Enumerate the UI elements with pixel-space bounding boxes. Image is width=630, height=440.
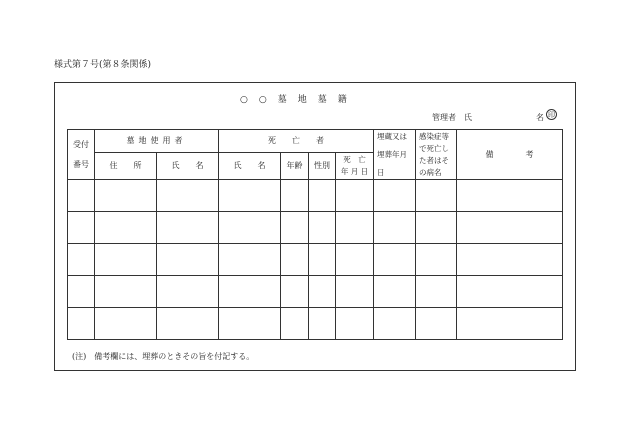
header-grave-user: 墓地使用者 xyxy=(95,130,219,153)
cell-burial-date xyxy=(374,276,416,308)
cell-disease xyxy=(416,276,457,308)
seal-mark: 印 xyxy=(548,111,555,119)
cell-deceased-name xyxy=(219,180,281,212)
form-label: 様式第７号(第８条関係) xyxy=(54,60,152,70)
table-row xyxy=(68,180,563,212)
cell-receipt-number xyxy=(68,276,95,308)
cell-receipt-number xyxy=(68,212,95,244)
cell-remarks xyxy=(457,212,563,244)
header-death-date-line1: 死 亡 xyxy=(343,155,366,164)
header-burial-date-line1: 埋蔵又は xyxy=(377,131,407,141)
header-age: 年齢 xyxy=(281,153,309,180)
cell-deceased-name xyxy=(219,308,281,340)
cell-user-address xyxy=(95,244,157,276)
header-burial-date-line3: 日 xyxy=(377,167,385,177)
table-row xyxy=(68,276,563,308)
header-receipt-number xyxy=(68,130,95,180)
cell-user-name xyxy=(157,180,219,212)
cell-user-address xyxy=(95,212,157,244)
table-row xyxy=(68,212,563,244)
cell-receipt-number xyxy=(68,180,95,212)
cell-disease xyxy=(416,180,457,212)
header-infectious-disease xyxy=(416,130,457,180)
cell-death-date xyxy=(336,180,374,212)
registry-table xyxy=(67,129,563,340)
document-title: ○ ○ 墓 地 墓 籍 xyxy=(240,95,348,105)
cell-sex xyxy=(309,180,336,212)
cell-user-address xyxy=(95,308,157,340)
cell-user-address xyxy=(95,180,157,212)
cell-deceased-name xyxy=(219,212,281,244)
cell-sex xyxy=(309,212,336,244)
header-deceased: 死 亡 者 xyxy=(219,130,374,153)
cell-death-date xyxy=(336,212,374,244)
cell-remarks xyxy=(457,180,563,212)
manager-name-label: 管理者 氏 名 xyxy=(432,113,544,122)
cell-sex xyxy=(309,276,336,308)
header-death-date-line2: 年 月 日 xyxy=(340,167,369,176)
header-burial-date-line2: 埋葬年月 xyxy=(377,149,407,159)
header-deceased-name: 氏 名 xyxy=(219,153,281,180)
cell-death-date xyxy=(336,308,374,340)
cell-age xyxy=(281,212,309,244)
cell-burial-date xyxy=(374,180,416,212)
cell-age xyxy=(281,244,309,276)
header-disease-line3: た者はそ xyxy=(419,155,449,165)
header-remarks: 備 考 xyxy=(457,130,563,180)
header-receipt-number-line2: 番号 xyxy=(73,159,89,169)
cell-user-name xyxy=(157,308,219,340)
cell-sex xyxy=(309,244,336,276)
header-receipt-number-line1: 受付 xyxy=(73,139,89,149)
header-death-date xyxy=(336,153,374,180)
header-disease-line2: で死亡し xyxy=(419,143,449,153)
header-disease-line4: の病名 xyxy=(419,167,442,177)
cell-deceased-name xyxy=(219,276,281,308)
cell-user-name xyxy=(157,276,219,308)
cell-burial-date xyxy=(374,244,416,276)
cell-death-date xyxy=(336,276,374,308)
table-row xyxy=(68,308,563,340)
header-burial-date xyxy=(374,130,416,180)
cell-disease xyxy=(416,308,457,340)
cell-sex xyxy=(309,308,336,340)
cell-age xyxy=(281,180,309,212)
cell-death-date xyxy=(336,244,374,276)
cell-age xyxy=(281,308,309,340)
header-disease-line1: 感染症等 xyxy=(419,131,449,141)
cell-disease xyxy=(416,244,457,276)
cell-burial-date xyxy=(374,308,416,340)
cell-burial-date xyxy=(374,212,416,244)
cell-remarks xyxy=(457,244,563,276)
table-row xyxy=(68,244,563,276)
cell-remarks xyxy=(457,308,563,340)
header-user-address: 住 所 xyxy=(95,153,157,180)
cell-receipt-number xyxy=(68,244,95,276)
cell-disease xyxy=(416,212,457,244)
cell-age xyxy=(281,276,309,308)
cell-user-name xyxy=(157,244,219,276)
cell-receipt-number xyxy=(68,308,95,340)
cell-deceased-name xyxy=(219,244,281,276)
cell-user-address xyxy=(95,276,157,308)
cell-user-name xyxy=(157,212,219,244)
header-sex: 性別 xyxy=(309,153,336,180)
header-user-name: 氏 名 xyxy=(157,153,219,180)
cell-remarks xyxy=(457,276,563,308)
footnote: (注) 備考欄には、埋葬のときその旨を付記する。 xyxy=(72,352,255,361)
